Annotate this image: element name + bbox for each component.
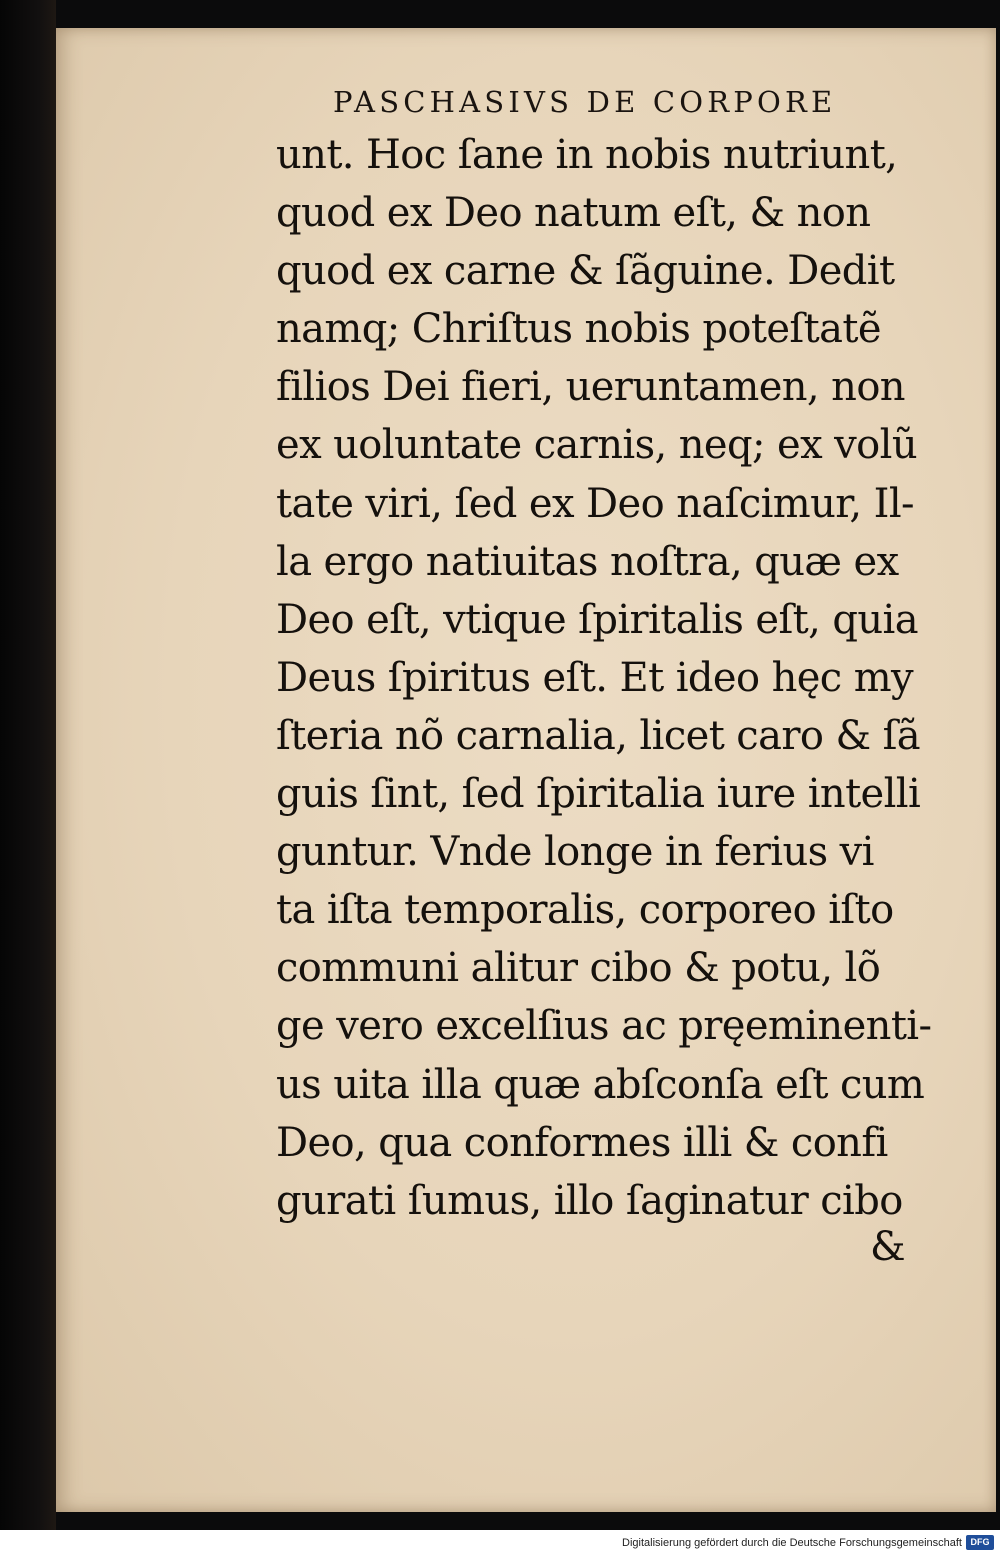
text-line: ſteria nõ carnalia, licet caro & ſã [276, 712, 921, 759]
catchword: & [870, 1224, 906, 1270]
text-line: Deus ſpiritus eſt. Et ideo hęc my [276, 654, 914, 701]
text-line: Deo eſt, vtique ſpiritalis eſt, quia [276, 596, 918, 643]
book-gutter [0, 0, 56, 1554]
text-line: unt. Hoc ſane in nobis nutriunt, [276, 132, 898, 178]
text-line: guis ſint, ſed ſpiritalia iure intelli [276, 771, 921, 818]
text-line: guntur. Vnde longe in ferius vi [276, 829, 874, 876]
dfg-logo-icon: DFG [966, 1535, 994, 1550]
text-line: filios Dei fieri, ueruntamen, non [276, 364, 905, 411]
text-line: Deo, qua conformes illi & confi [276, 1119, 888, 1166]
text-line: quod ex carne & ſãguine. Dedit [276, 248, 895, 295]
running-head: PASCHASIVS DE CORPORE [333, 85, 837, 119]
text-line: la ergo natiuitas noſtra, quæ ex [276, 538, 899, 585]
text-line: tate viri, ſed ex Deo naſcimur, Il- [276, 480, 914, 527]
text-line: ge vero excelſius ac pręeminenti- [276, 1003, 932, 1050]
text-line: ta iſta temporalis, corporeo iſto [276, 887, 894, 934]
text-line: communi alitur cibo & potu, lõ [276, 945, 881, 992]
text-line: quod ex Deo natum eſt, & non [276, 190, 871, 237]
text-line: us uita illa quæ abſconſa eſt cum [276, 1061, 925, 1108]
funding-credit: Digitalisierung gefördert durch die Deutsche Forschungsgemeinschaft [622, 1537, 962, 1549]
text-line: ex uoluntate carnis, neq; ex volũ [276, 422, 917, 469]
body-text [276, 126, 936, 1230]
text-line: namq; Chriſtus nobis poteſtatẽ [276, 306, 881, 353]
text-line: gurati ſumus, illo ſaginatur cibo [276, 1177, 903, 1224]
